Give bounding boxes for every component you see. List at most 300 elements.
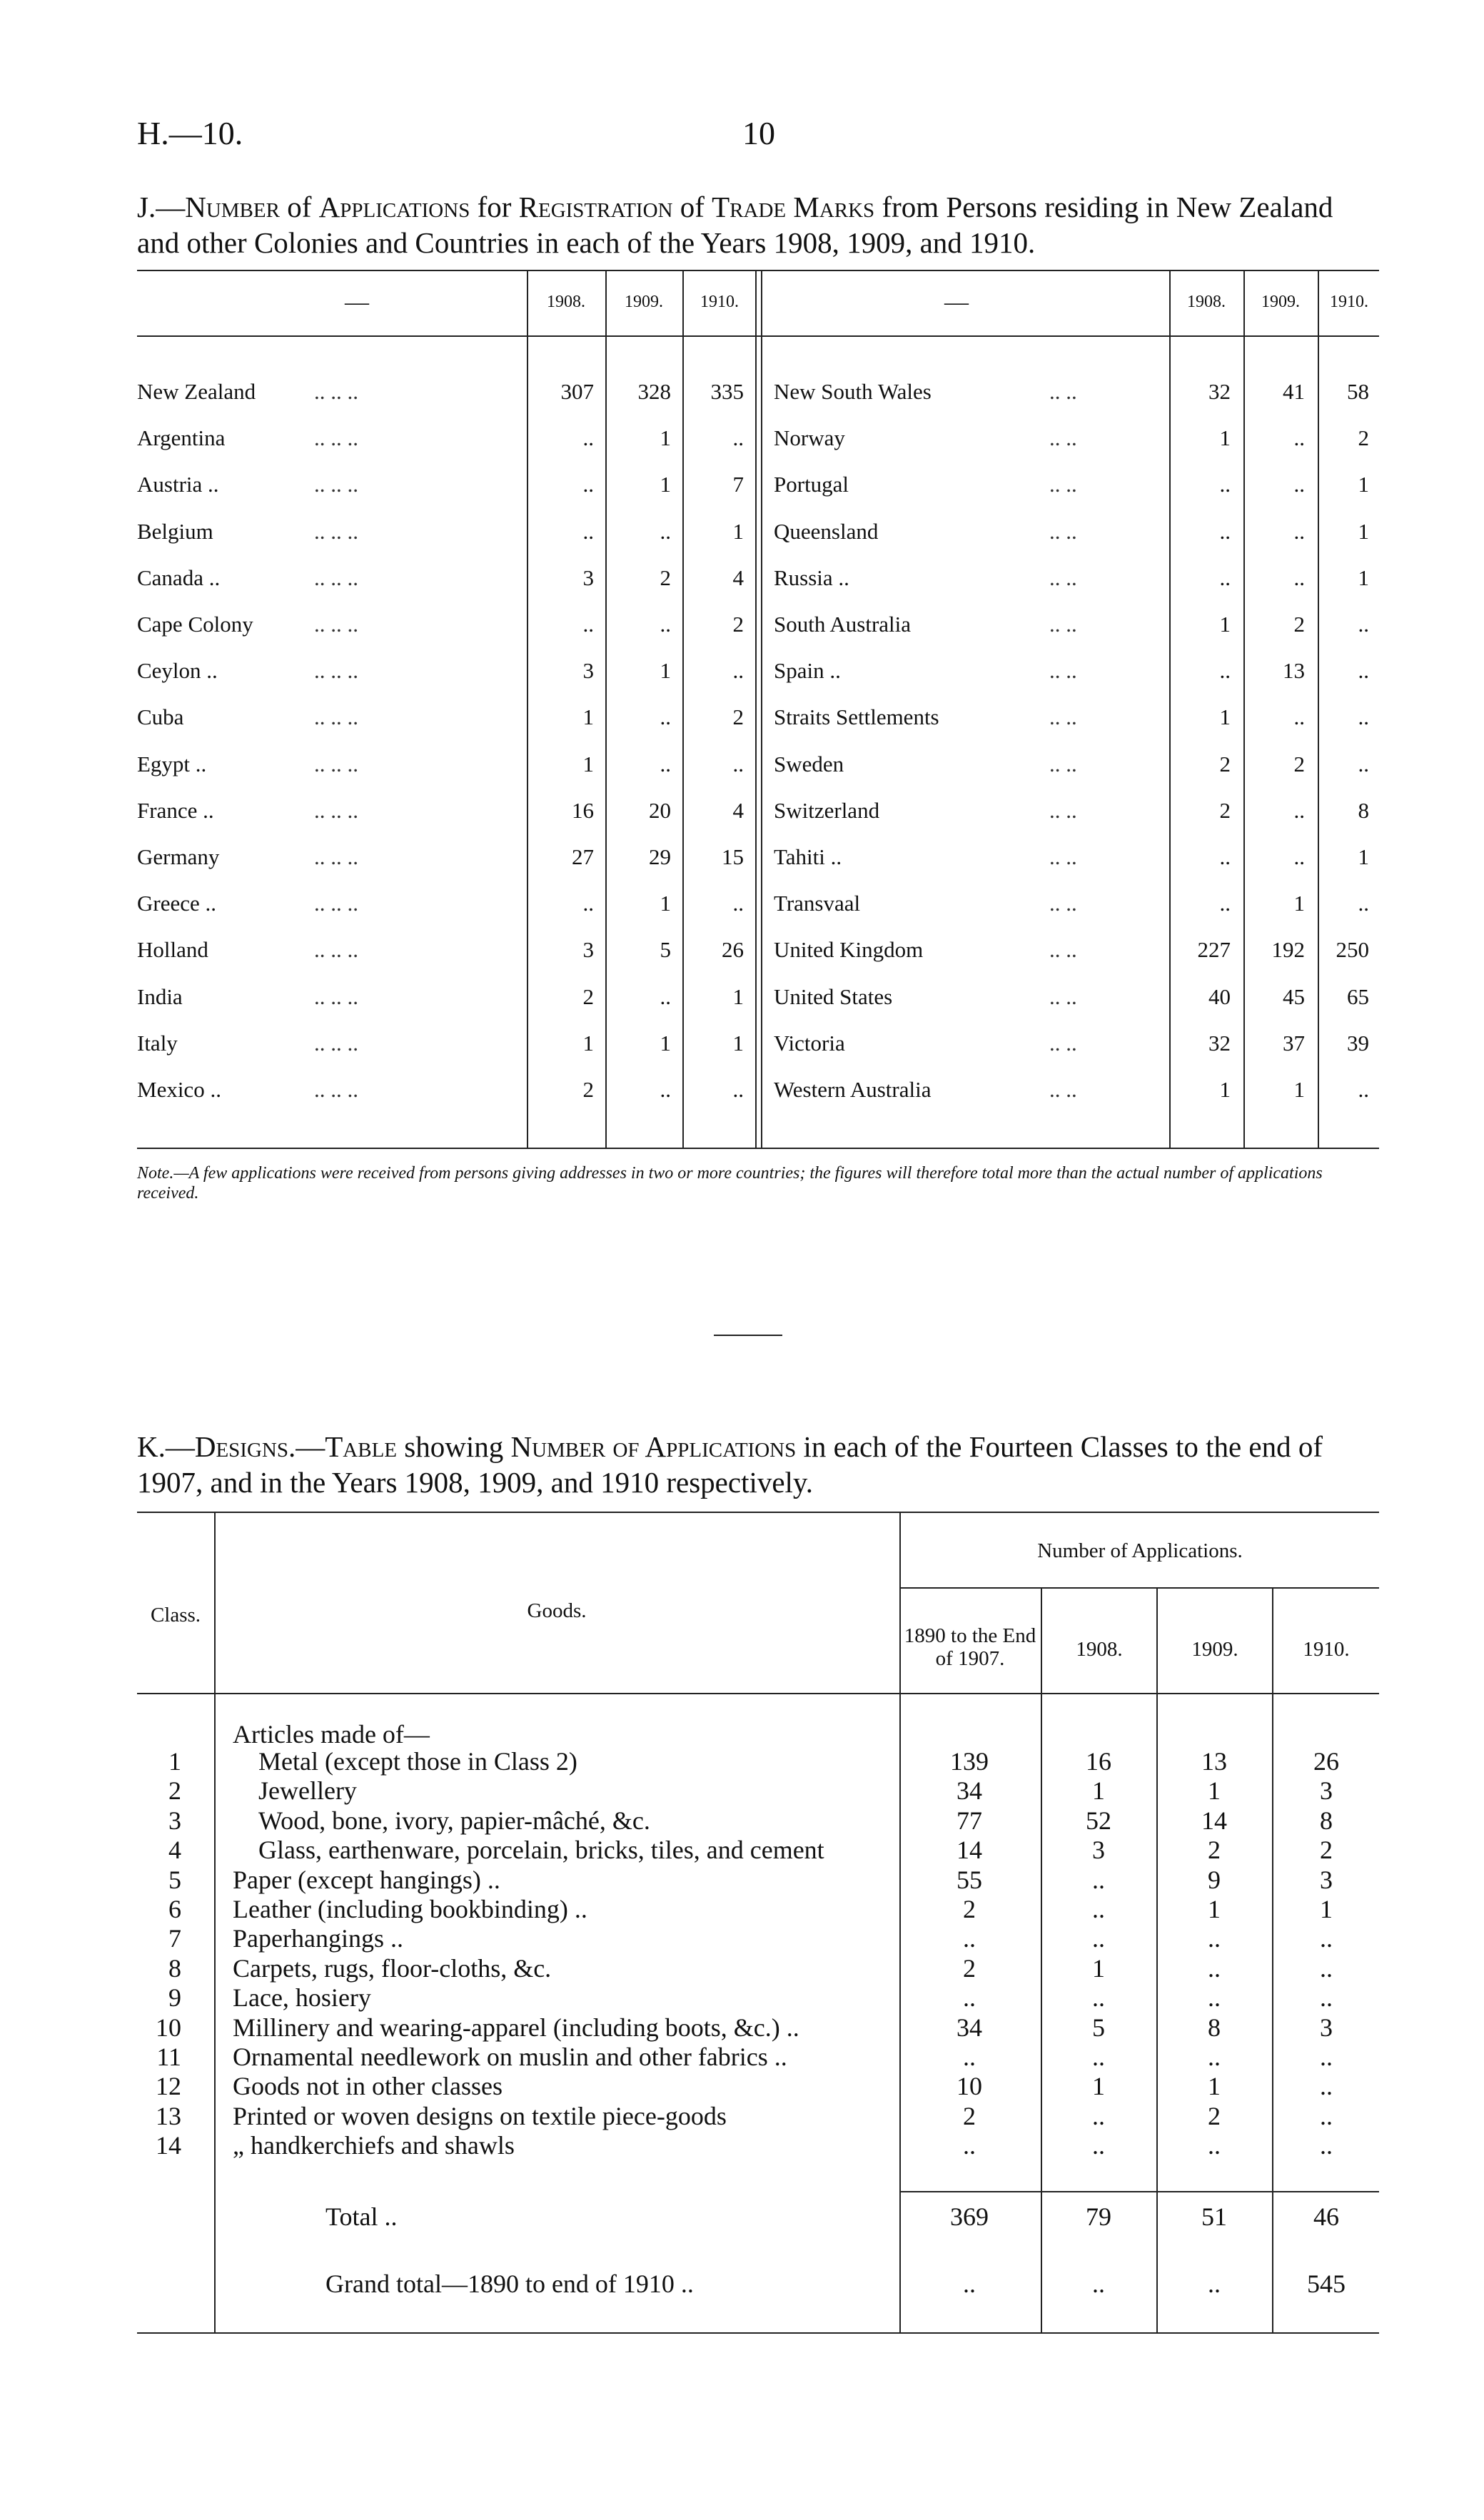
count-value: 37 bbox=[1283, 1030, 1305, 1056]
country-name: Tahiti .. bbox=[774, 844, 842, 869]
title-segment: Applications bbox=[318, 191, 470, 223]
count-value: 1 bbox=[660, 658, 671, 684]
leader-dots: .. .. bbox=[1049, 379, 1077, 404]
grand-total-value: 545 bbox=[1307, 2269, 1346, 2298]
col-header-1910: 1910. bbox=[1303, 1638, 1350, 1661]
leader-dots: .. .. bbox=[1049, 1077, 1077, 1102]
country-name: India bbox=[137, 983, 183, 1009]
country-name: Spain .. bbox=[774, 658, 841, 684]
application-count: 8 bbox=[1208, 2013, 1221, 2042]
count-value: 1 bbox=[1219, 704, 1231, 730]
count-value: .. bbox=[1358, 612, 1369, 637]
application-count: .. bbox=[1208, 1924, 1221, 1953]
leader-dots: .. .. .. bbox=[314, 565, 358, 590]
count-value: 250 bbox=[1336, 937, 1369, 963]
count-value: .. bbox=[660, 612, 671, 637]
application-count: 3 bbox=[1092, 1836, 1105, 1865]
count-value: 58 bbox=[1347, 379, 1369, 404]
section-j-note: Note.—A few applications were received from persons giving addresses in two or more countries; the figures will therefore total more than the actual number of applications received. bbox=[137, 1164, 1323, 1203]
count-value: .. bbox=[1293, 844, 1305, 869]
goods-description: Goods not in other classes bbox=[233, 2072, 503, 2101]
application-count: .. bbox=[1320, 2101, 1333, 2130]
application-count: 3 bbox=[1320, 1865, 1333, 1894]
col-header-1910: 1910. bbox=[1330, 293, 1368, 311]
table-k-divider bbox=[214, 1512, 216, 2334]
count-value: .. bbox=[660, 518, 671, 544]
leader-dots: .. .. .. bbox=[314, 1077, 358, 1102]
leader-dots: .. .. .. bbox=[314, 1030, 358, 1056]
count-value: 3 bbox=[582, 937, 594, 963]
leader-dots: .. .. bbox=[1049, 704, 1077, 730]
count-value: .. bbox=[582, 612, 594, 637]
goods-description: Printed or woven designs on textile piece-goods bbox=[233, 2101, 727, 2130]
country-name: Straits Settlements bbox=[774, 704, 939, 730]
count-value: .. bbox=[732, 891, 744, 916]
title-segment: Registration bbox=[518, 191, 673, 223]
count-value: .. bbox=[1219, 844, 1231, 869]
class-number: 6 bbox=[168, 1895, 181, 1923]
application-count: .. bbox=[1208, 1983, 1221, 2013]
col-header-1910: 1910. bbox=[700, 293, 739, 311]
grand-total-value: .. bbox=[1092, 2269, 1105, 2298]
application-count: .. bbox=[1208, 2043, 1221, 2071]
leader-dots: .. .. .. bbox=[314, 379, 358, 404]
count-value: 13 bbox=[1283, 658, 1305, 684]
count-value: 1 bbox=[1358, 518, 1369, 544]
count-value: 39 bbox=[1347, 1030, 1369, 1056]
country-name: Victoria bbox=[774, 1030, 845, 1056]
application-count: .. bbox=[1320, 2072, 1333, 2101]
count-value: 45 bbox=[1283, 983, 1305, 1009]
table-k-top-rule bbox=[137, 1512, 1379, 1513]
count-value: 7 bbox=[732, 472, 744, 497]
count-value: .. bbox=[1219, 565, 1231, 590]
goods-description: Wood, bone, ivory, papier-mâché, &c. bbox=[258, 1806, 650, 1835]
total-value: 79 bbox=[1086, 2202, 1111, 2231]
country-name: United Kingdom bbox=[774, 937, 924, 963]
class-number: 1 bbox=[168, 1747, 181, 1776]
country-name: Norway bbox=[774, 425, 845, 451]
application-count: 14 bbox=[956, 1836, 982, 1865]
goods-description: Jewellery bbox=[258, 1776, 357, 1806]
country-name: Austria .. bbox=[137, 472, 219, 497]
title-segment: Table bbox=[325, 1430, 397, 1463]
grand-total-label: Grand total—1890 to end of 1910 .. bbox=[325, 2269, 694, 2298]
application-count: .. bbox=[1208, 2131, 1221, 2160]
count-value: .. bbox=[732, 658, 744, 684]
count-value: .. bbox=[732, 1077, 744, 1102]
application-count: .. bbox=[963, 2043, 976, 2071]
leader-dots: .. .. .. bbox=[314, 844, 358, 869]
count-value: 16 bbox=[572, 797, 594, 823]
col-header-goods: Goods. bbox=[527, 1599, 587, 1622]
application-count: 13 bbox=[1201, 1747, 1227, 1776]
count-value: .. bbox=[1293, 565, 1305, 590]
class-number: 3 bbox=[168, 1806, 181, 1835]
title-segment: Trade Marks bbox=[712, 191, 875, 223]
goods-description: Metal (except those in Class 2) bbox=[258, 1747, 577, 1776]
title-segment: Number bbox=[185, 191, 280, 223]
count-value: 29 bbox=[649, 844, 671, 869]
leader-dots: .. .. .. bbox=[314, 425, 358, 451]
col-header-1908: 1908. bbox=[1187, 293, 1226, 311]
count-value: 1 bbox=[1293, 1077, 1305, 1102]
leader-dots: .. .. bbox=[1049, 518, 1077, 544]
count-value: 1 bbox=[660, 425, 671, 451]
class-number: 4 bbox=[168, 1836, 181, 1865]
count-value: 328 bbox=[637, 379, 671, 404]
count-value: 1 bbox=[1358, 844, 1369, 869]
goods-description: „ handkerchiefs and shawls bbox=[233, 2131, 515, 2160]
class-number: 9 bbox=[168, 1983, 181, 2013]
count-value: .. bbox=[1293, 518, 1305, 544]
leader-dots: .. .. .. bbox=[314, 937, 358, 963]
count-value: .. bbox=[660, 983, 671, 1009]
col-header-1908: 1908. bbox=[1076, 1638, 1123, 1661]
goods-description: Paper (except hangings) .. bbox=[233, 1865, 500, 1894]
count-value: 1 bbox=[1293, 891, 1305, 916]
count-value: 1 bbox=[660, 891, 671, 916]
application-count: .. bbox=[963, 1983, 976, 2013]
title-segment: J.— bbox=[137, 191, 186, 223]
class-number: 13 bbox=[156, 2101, 181, 2130]
country-name: Switzerland bbox=[774, 797, 880, 823]
col-header-1909: 1909. bbox=[1191, 1638, 1238, 1661]
count-value: 2 bbox=[732, 704, 744, 730]
count-value: 41 bbox=[1283, 379, 1305, 404]
count-value: 1 bbox=[660, 1030, 671, 1056]
goods-description: Leather (including bookbinding) .. bbox=[233, 1895, 587, 1923]
country-name: Portugal bbox=[774, 472, 849, 497]
col-header-1908: 1908. bbox=[547, 293, 585, 311]
application-count: 1 bbox=[1208, 1776, 1221, 1806]
count-value: 2 bbox=[660, 565, 671, 590]
application-count: .. bbox=[1320, 2131, 1333, 2160]
count-value: 26 bbox=[722, 937, 744, 963]
title-segment: K.— bbox=[137, 1430, 195, 1463]
count-value: 2 bbox=[582, 1077, 594, 1102]
class-number: 7 bbox=[168, 1924, 181, 1953]
col-header-dash: — bbox=[345, 289, 369, 315]
count-value: .. bbox=[1293, 797, 1305, 823]
country-name: France .. bbox=[137, 797, 214, 823]
leader-dots: .. .. bbox=[1049, 797, 1077, 823]
goods-description: Carpets, rugs, floor-cloths, &c. bbox=[233, 1953, 552, 1983]
count-value: 335 bbox=[710, 379, 744, 404]
count-value: 32 bbox=[1208, 379, 1231, 404]
application-count: 10 bbox=[956, 2072, 982, 2101]
count-value: 1 bbox=[582, 751, 594, 776]
grand-total-value: .. bbox=[963, 2269, 976, 2298]
country-name: Holland bbox=[137, 937, 208, 963]
application-count: 1 bbox=[1320, 1895, 1333, 1923]
count-value: 1 bbox=[732, 518, 744, 544]
title-segment: showing bbox=[397, 1430, 511, 1463]
page-header-ref: H.—10. bbox=[137, 115, 243, 151]
application-count: .. bbox=[963, 1924, 976, 1953]
count-value: .. bbox=[1219, 658, 1231, 684]
count-value: 1 bbox=[1219, 612, 1231, 637]
count-value: 4 bbox=[732, 565, 744, 590]
application-count: 1 bbox=[1092, 2072, 1105, 2101]
count-value: 2 bbox=[1358, 425, 1369, 451]
country-name: Greece .. bbox=[137, 891, 216, 916]
count-value: 32 bbox=[1208, 1030, 1231, 1056]
section-j-title bbox=[137, 189, 1365, 260]
application-count: .. bbox=[1092, 2131, 1105, 2160]
title-segment: Designs bbox=[194, 1430, 288, 1463]
leader-dots: .. .. bbox=[1049, 565, 1077, 590]
count-value: 1 bbox=[732, 983, 744, 1009]
application-count: 1 bbox=[1092, 1776, 1105, 1806]
col-header-number-of-applications: Number of Applications. bbox=[1037, 1539, 1243, 1562]
title-segment: in each of the Fourteen Classes to the end of 1907, and in the Years 1908, 1909, and 1910 respectively. bbox=[137, 1430, 1323, 1499]
count-value: 5 bbox=[660, 937, 671, 963]
application-count: 2 bbox=[1208, 1836, 1221, 1865]
count-value: 2 bbox=[732, 612, 744, 637]
application-count: .. bbox=[1320, 1953, 1333, 1983]
table-k-group-rule bbox=[899, 1587, 1379, 1589]
leader-dots: .. .. .. bbox=[314, 472, 358, 497]
leader-dots: .. .. .. bbox=[314, 658, 358, 684]
count-value: 2 bbox=[1219, 751, 1231, 776]
count-value: 1 bbox=[582, 704, 594, 730]
application-count: .. bbox=[1092, 1865, 1105, 1894]
application-count: .. bbox=[1092, 2043, 1105, 2071]
count-value: .. bbox=[1219, 891, 1231, 916]
leader-dots: .. .. bbox=[1049, 937, 1077, 963]
leader-dots: .. .. .. bbox=[314, 797, 358, 823]
total-value: 51 bbox=[1201, 2202, 1227, 2231]
count-value: 227 bbox=[1197, 937, 1231, 963]
count-value: 8 bbox=[1358, 797, 1369, 823]
count-value: 4 bbox=[732, 797, 744, 823]
count-value: 15 bbox=[722, 844, 744, 869]
goods-description: Paperhangings .. bbox=[233, 1924, 403, 1953]
application-count: .. bbox=[1092, 2101, 1105, 2130]
count-value: .. bbox=[582, 891, 594, 916]
application-count: 16 bbox=[1086, 1747, 1111, 1776]
application-count: 34 bbox=[956, 1776, 982, 1806]
leader-dots: .. .. bbox=[1049, 658, 1077, 684]
count-value: .. bbox=[582, 518, 594, 544]
count-value: .. bbox=[732, 751, 744, 776]
count-value: 1 bbox=[732, 1030, 744, 1056]
application-count: .. bbox=[1320, 1924, 1333, 1953]
count-value: .. bbox=[1219, 472, 1231, 497]
total-value: 46 bbox=[1313, 2202, 1339, 2231]
class-number: 10 bbox=[156, 2013, 181, 2042]
leader-dots: .. .. .. bbox=[314, 751, 358, 776]
count-value: .. bbox=[1358, 658, 1369, 684]
table-j-double-divider bbox=[755, 270, 757, 1149]
count-value: 2 bbox=[582, 983, 594, 1009]
application-count: 77 bbox=[956, 1806, 982, 1835]
application-count: 26 bbox=[1313, 1747, 1339, 1776]
country-name: Western Australia bbox=[774, 1077, 932, 1102]
application-count: 8 bbox=[1320, 1806, 1333, 1835]
count-value: .. bbox=[1219, 518, 1231, 544]
country-name: Transvaal bbox=[774, 891, 861, 916]
application-count: 52 bbox=[1086, 1806, 1111, 1835]
class-number: 14 bbox=[156, 2131, 181, 2160]
leader-dots: .. .. bbox=[1049, 983, 1077, 1009]
col-header-1909: 1909. bbox=[1261, 293, 1300, 311]
application-count: 1 bbox=[1208, 1895, 1221, 1923]
class-number: 2 bbox=[168, 1776, 181, 1806]
class-number: 8 bbox=[168, 1953, 181, 1983]
country-name: Ceylon .. bbox=[137, 658, 218, 684]
leader-dots: .. .. bbox=[1049, 891, 1077, 916]
count-value: .. bbox=[1293, 704, 1305, 730]
country-name: Germany bbox=[137, 844, 220, 869]
application-count: 2 bbox=[1320, 1836, 1333, 1865]
application-count: 9 bbox=[1208, 1865, 1221, 1894]
application-count: .. bbox=[963, 2131, 976, 2160]
count-value: .. bbox=[1293, 425, 1305, 451]
application-count: .. bbox=[1092, 1983, 1105, 2013]
class-number: 11 bbox=[156, 2043, 181, 2071]
application-count: .. bbox=[1320, 2043, 1333, 2071]
leader-dots: .. .. bbox=[1049, 612, 1077, 637]
table-k-header-rule bbox=[137, 1693, 1379, 1694]
country-name: New Zealand bbox=[137, 379, 256, 404]
application-count: 3 bbox=[1320, 1776, 1333, 1806]
application-count: 3 bbox=[1320, 2013, 1333, 2042]
class-number: 5 bbox=[168, 1865, 181, 1894]
table-j-header-rule bbox=[137, 335, 1379, 337]
country-name: New South Wales bbox=[774, 379, 932, 404]
section-k-title bbox=[137, 1429, 1365, 1500]
title-segment: of bbox=[279, 191, 319, 223]
leader-dots: .. .. bbox=[1049, 472, 1077, 497]
leader-dots: .. .. bbox=[1049, 1030, 1077, 1056]
count-value: .. bbox=[582, 472, 594, 497]
count-value: 3 bbox=[582, 565, 594, 590]
application-count: .. bbox=[1320, 1983, 1333, 2013]
application-count: 1 bbox=[1092, 1953, 1105, 1983]
title-segment: of bbox=[672, 191, 712, 223]
application-count: 2 bbox=[1208, 2101, 1221, 2130]
class-number: 12 bbox=[156, 2072, 181, 2101]
country-name: Queensland bbox=[774, 518, 879, 544]
count-value: 65 bbox=[1347, 983, 1369, 1009]
count-value: .. bbox=[582, 425, 594, 451]
leader-dots: .. .. bbox=[1049, 425, 1077, 451]
leader-dots: .. .. bbox=[1049, 844, 1077, 869]
count-value: .. bbox=[1358, 751, 1369, 776]
count-value: 1 bbox=[1358, 472, 1369, 497]
count-value: 307 bbox=[560, 379, 594, 404]
country-name: Belgium bbox=[137, 518, 213, 544]
leader-dots: .. .. .. bbox=[314, 612, 358, 637]
goods-description: Glass, earthenware, porcelain, bricks, tiles, and cement bbox=[258, 1836, 824, 1865]
country-name: Sweden bbox=[774, 751, 844, 776]
country-name: Russia .. bbox=[774, 565, 849, 590]
count-value: .. bbox=[1358, 891, 1369, 916]
count-value: 2 bbox=[1219, 797, 1231, 823]
total-value: 369 bbox=[950, 2202, 989, 2231]
table-k-bottom-rule bbox=[137, 2332, 1379, 2334]
application-count: 5 bbox=[1092, 2013, 1105, 2042]
application-count: 14 bbox=[1201, 1806, 1227, 1835]
goods-intro: Articles made of— bbox=[233, 1720, 430, 1749]
count-value: 2 bbox=[1293, 751, 1305, 776]
goods-description: Millinery and wearing-apparel (including boots, &c.) .. bbox=[233, 2013, 799, 2042]
country-name: Cuba bbox=[137, 704, 184, 730]
count-value: 20 bbox=[649, 797, 671, 823]
count-value: 40 bbox=[1208, 983, 1231, 1009]
count-value: .. bbox=[1293, 472, 1305, 497]
section-separator bbox=[714, 1335, 782, 1336]
count-value: 1 bbox=[582, 1030, 594, 1056]
country-name: United States bbox=[774, 983, 893, 1009]
table-j-double-divider bbox=[761, 270, 762, 1149]
goods-description: Lace, hosiery bbox=[233, 1983, 371, 2013]
country-name: South Australia bbox=[774, 612, 912, 637]
leader-dots: .. .. bbox=[1049, 751, 1077, 776]
country-name: Cape Colony bbox=[137, 612, 253, 637]
count-value: .. bbox=[660, 1077, 671, 1102]
col-header-class: Class. bbox=[150, 1604, 201, 1626]
count-value: 2 bbox=[1293, 612, 1305, 637]
count-value: 1 bbox=[1219, 425, 1231, 451]
count-value: 192 bbox=[1271, 937, 1305, 963]
application-count: 55 bbox=[956, 1865, 982, 1894]
table-j-top-rule bbox=[137, 270, 1379, 271]
count-value: .. bbox=[660, 751, 671, 776]
count-value: 1 bbox=[1358, 565, 1369, 590]
page-number: 10 bbox=[742, 115, 775, 151]
total-label: Total .. bbox=[325, 2202, 398, 2231]
count-value: .. bbox=[1358, 1077, 1369, 1102]
count-value: 1 bbox=[1219, 1077, 1231, 1102]
country-name: Argentina bbox=[137, 425, 226, 451]
leader-dots: .. .. .. bbox=[314, 518, 358, 544]
application-count: 2 bbox=[963, 2101, 976, 2130]
country-name: Canada .. bbox=[137, 565, 221, 590]
leader-dots: .. .. .. bbox=[314, 891, 358, 916]
col-header-dash: — bbox=[944, 289, 969, 315]
leader-dots: .. .. .. bbox=[314, 983, 358, 1009]
count-value: 1 bbox=[660, 472, 671, 497]
col-header-1890-1907: 1890 to the End of 1907. bbox=[904, 1624, 1036, 1670]
count-value: .. bbox=[660, 704, 671, 730]
table-k-total-rule bbox=[899, 2191, 1379, 2192]
country-name: Mexico .. bbox=[137, 1077, 221, 1102]
country-name: Italy bbox=[137, 1030, 178, 1056]
count-value: 27 bbox=[572, 844, 594, 869]
count-value: .. bbox=[1358, 704, 1369, 730]
goods-description: Ornamental needlework on muslin and other fabrics .. bbox=[233, 2043, 787, 2071]
title-segment: from Persons residing in New Zealand and other Colonies and Countries in each of the Years 1908, 1909, and 1910. bbox=[137, 191, 1333, 259]
grand-total-value: .. bbox=[1208, 2269, 1221, 2298]
application-count: 1 bbox=[1208, 2072, 1221, 2101]
application-count: .. bbox=[1092, 1895, 1105, 1923]
col-header-1909: 1909. bbox=[625, 293, 663, 311]
application-count: 2 bbox=[963, 1895, 976, 1923]
country-name: Egypt .. bbox=[137, 751, 207, 776]
title-segment: .— bbox=[288, 1430, 325, 1463]
leader-dots: .. .. .. bbox=[314, 704, 358, 730]
application-count: .. bbox=[1092, 1924, 1105, 1953]
table-j-bottom-rule bbox=[137, 1148, 1379, 1149]
application-count: 2 bbox=[963, 1953, 976, 1983]
application-count: 139 bbox=[950, 1747, 989, 1776]
count-value: 3 bbox=[582, 658, 594, 684]
count-value: .. bbox=[732, 425, 744, 451]
application-count: 34 bbox=[956, 2013, 982, 2042]
